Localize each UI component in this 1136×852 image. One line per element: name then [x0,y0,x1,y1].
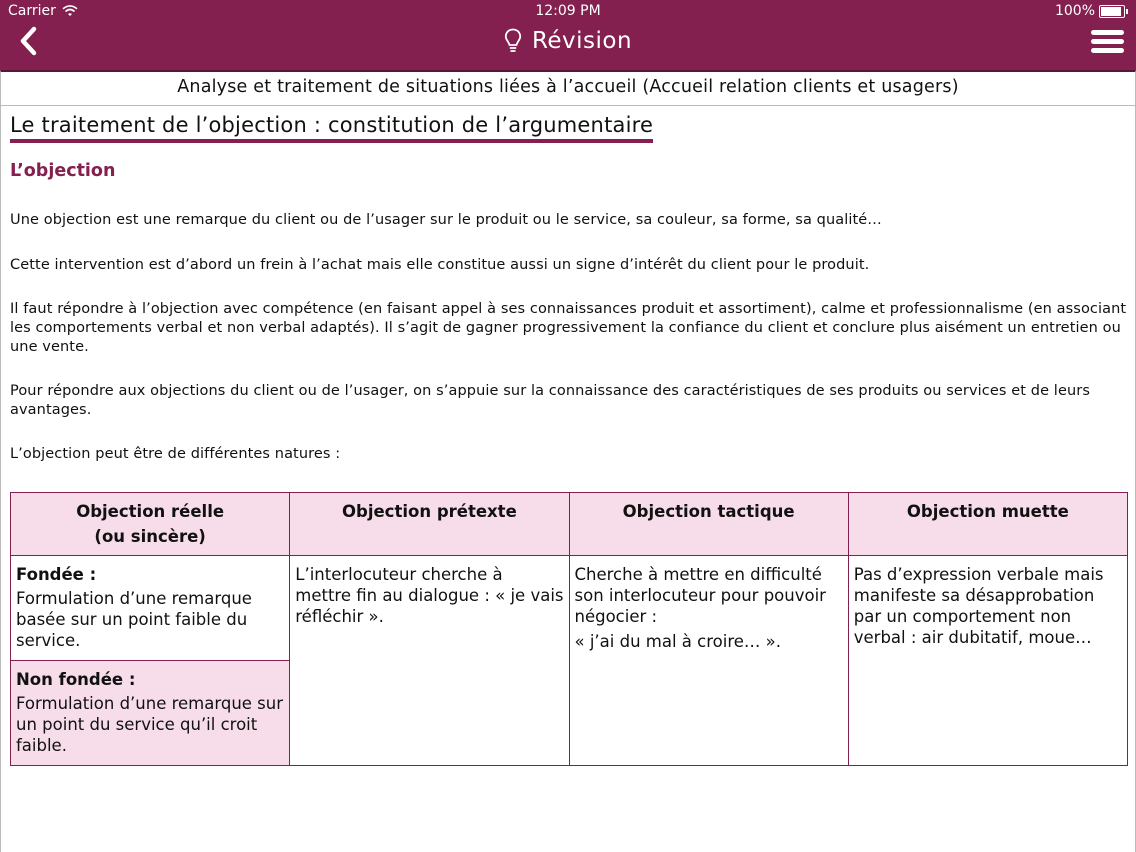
paragraph-definition: Une objection est une remarque du client ou de l’usager sur le produit ou le service, sa couleur, sa forme, sa qualité… [10,212,882,228]
objection-types-table [10,492,1128,766]
non-fondee-label: Non fondée : [16,670,136,689]
chapter-subtitle: Analyse et traitement de situations liées à l’accueil (Accueil relation clients et usagers) [0,70,1136,106]
section-title: Le traitement de l’objection : constitution de l’argumentaire [10,113,653,143]
cell-tactique: Cherche à mettre en difficulté son interlocuteur pour pouvoir négocier : « j’ai du mal à croire… ». [569,556,848,766]
lightbulb-icon [504,28,522,54]
non-fondee-text: Formulation d’une remarque sur un point du service qu’il croit faible. [16,694,284,755]
hamburger-menu-icon [1091,30,1124,53]
battery-icon [1099,5,1125,18]
header-pretexte: Objection prétexte [290,493,569,556]
paragraph-natures: L’objection peut être de différentes natures : [10,446,341,462]
cell-reelle-non-fondee [11,661,290,766]
fondee-label: Fondée : [16,565,97,584]
cell-muette: Pas d’expression verbale mais manifeste sa désapprobation par un comportement non verbal : air dubitatif, moue… [848,556,1127,766]
cell-reelle-fondee [11,556,290,661]
header-muette: Objection muette [848,493,1127,556]
navigation-bar [0,0,1136,70]
battery-tip [1126,9,1128,14]
table-row [11,556,1128,661]
paragraph-intervention: Cette intervention est d’abord un frein à l’achat mais elle constitue aussi un signe d’intérêt du client pour le produit. [10,257,870,273]
paragraph-appui: Pour répondre aux objections du client ou de l’usager, on s’appuie sur la connaissance des caractéristiques de ses produits ou services et de leurs avantages. [10,383,1090,418]
table-header-row [11,493,1128,556]
header-reelle: Objection réelle (ou sincère) [11,493,290,556]
fondee-text: Formulation d’une remarque basée sur un point faible du service. [16,589,252,650]
status-time: 12:09 PM [535,3,601,19]
menu-button[interactable] [1091,30,1124,54]
content-area[interactable] [0,104,1136,852]
battery-percent: 100% [1054,3,1095,19]
nav-title: Révision [531,28,633,54]
cell-pretexte: L’interlocuteur cherche à mettre fin au dialogue : « je vais réfléchir ». [290,556,569,766]
paragraph-repondre: Il faut répondre à l’objection avec compétence (en faisant appel à ses connaissances produit et assortiment), calme et professionnalisme (en associant les comportements verbal et non verbal adaptés). Il s’agit de gagner progressivement la confiance du client et conclure plus aisément un entretien ou une vente. [10,301,1127,355]
header-tactique: Objection tactique [569,493,848,556]
nav-title-group [0,28,1136,54]
carrier-label: Carrier [8,3,56,19]
status-battery-group [1055,3,1128,19]
subheading: L’objection [10,161,116,181]
